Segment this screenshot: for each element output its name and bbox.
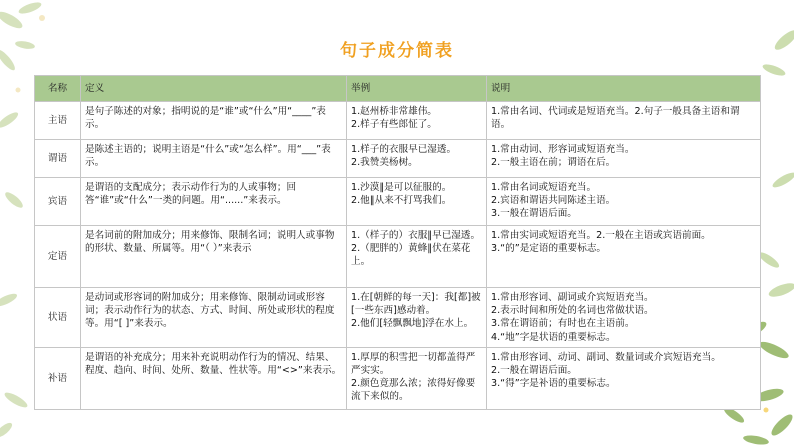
example-line: 1.沙漠‖是可以征服的。	[351, 182, 452, 193]
example-line: 1.在[朝鲜的每一天]：我[都]被[一些东西]感动着。	[351, 292, 481, 317]
row-term: 宾语	[35, 178, 81, 226]
row-definition: 是动词或形容词的附加成分；用来修饰、限制动词或形容词；表示动作行为的状态、方式、时间、所处或形状的程度等。用“[ ]”来表示。	[81, 288, 347, 348]
row-term: 主语	[35, 102, 81, 140]
row-definition: 是名词前的附加成分；用来修饰、限制名词；说明人或事物的形状、数量、所属等。用“（ ）”来表示	[81, 226, 347, 288]
note-line: 1.常由动词、形容词或短语充当。	[491, 144, 635, 155]
note-line: 3.常在谓语前；有时也在主语前。	[491, 318, 635, 330]
note-line: 1.常由名词或短语充当。	[491, 182, 597, 193]
example-line: 2.样子有些郎怔了。	[351, 119, 437, 131]
row-examples	[347, 140, 487, 178]
example-line: 2.他们[轻飘飘地]浮在水上。	[351, 318, 474, 330]
row-notes	[487, 226, 761, 288]
row-examples	[347, 178, 487, 226]
header-definition: 定义	[81, 76, 347, 102]
row-notes	[487, 102, 761, 140]
example-line: 1.厚厚的积雪把一切都盖得严严实实。	[351, 351, 476, 377]
header-notes: 说明	[487, 76, 761, 102]
row-examples	[347, 102, 487, 140]
table-header-row	[35, 76, 761, 102]
header-name: 名称	[35, 76, 81, 102]
row-definition: 是句子陈述的对象；指明说的是“谁”或“什么”用“____”表示。	[81, 102, 347, 140]
row-definition: 是陈述主语的；说明主语是“什么”或“怎么样”。用“___”表示。	[81, 140, 347, 178]
note-line: 1.常由名词、代词或是短语充当。2.句子一般具备主语和谓语。	[491, 106, 740, 131]
row-definition: 是谓语的补充成分；用来补充说明动作行为的情况、结果、程度、趋向、时间、处所、数量、性状等。用“<>”来表示。	[81, 347, 347, 409]
row-examples	[347, 226, 487, 288]
row-term: 谓语	[35, 140, 81, 178]
example-line: 2.颜色竟那么浓；浓得好像要流下来似的。	[351, 378, 476, 403]
note-line: 1.常由实词或短语充当。2.一般在主语或宾语前面。	[491, 230, 711, 241]
row-notes	[487, 140, 761, 178]
note-line: 2.一般主语在前；谓语在后。	[491, 157, 616, 169]
sentence-components-table	[34, 75, 761, 410]
row-definition: 是谓语的支配成分；表示动作行为的人或事物；回答“谁”或“什么”一类的问题。用“......”来表示。	[81, 178, 347, 226]
row-notes	[487, 178, 761, 226]
note-line: 2.表示时间和所处的名词也常做状语。	[491, 305, 654, 317]
note-line: 2.宾语和谓语共同陈述主语。	[491, 195, 616, 207]
table-row	[35, 102, 761, 140]
row-term: 定语	[35, 226, 81, 288]
row-notes	[487, 288, 761, 348]
example-line: 2.我赞美杨树。	[351, 157, 418, 169]
note-line: 1.常由形容词、动词、副词、数量词或介宾短语充当。	[491, 351, 721, 363]
note-line: 3.“得”字是补语的重要标志。	[491, 378, 616, 390]
table-row	[35, 178, 761, 226]
example-line: 1.赵州桥非常雄伟。	[351, 106, 437, 117]
table-row	[35, 226, 761, 288]
note-line: 4.“地”字是状语的重要标志。	[491, 331, 616, 343]
row-term: 补语	[35, 347, 81, 409]
note-line: 3.一般在谓语后面。	[491, 208, 577, 220]
row-examples	[347, 347, 487, 409]
row-notes	[487, 347, 761, 409]
table-row	[35, 140, 761, 178]
note-line: 1.常由形容词、副词或介宾短语充当。	[491, 292, 654, 303]
example-line: 2.他‖从来不打骂我们。	[351, 195, 452, 207]
example-line: 1.（样子的）衣服‖早已湿透。	[351, 230, 481, 241]
header-examples: 举例	[347, 76, 487, 102]
table-row	[35, 288, 761, 348]
row-examples	[347, 288, 487, 348]
page-title: 句子成分简表	[340, 41, 454, 61]
table-row	[35, 347, 761, 409]
note-line: 3.“的”是定语的重要标志。	[491, 243, 607, 255]
example-line: 2.（肥胖的）黄蜂‖伏在菜花上。	[351, 243, 471, 268]
example-line: 1.样子的衣服早已湿透。	[351, 144, 457, 155]
note-line: 2.一般在谓语后面。	[491, 365, 577, 377]
row-term: 状语	[35, 288, 81, 348]
